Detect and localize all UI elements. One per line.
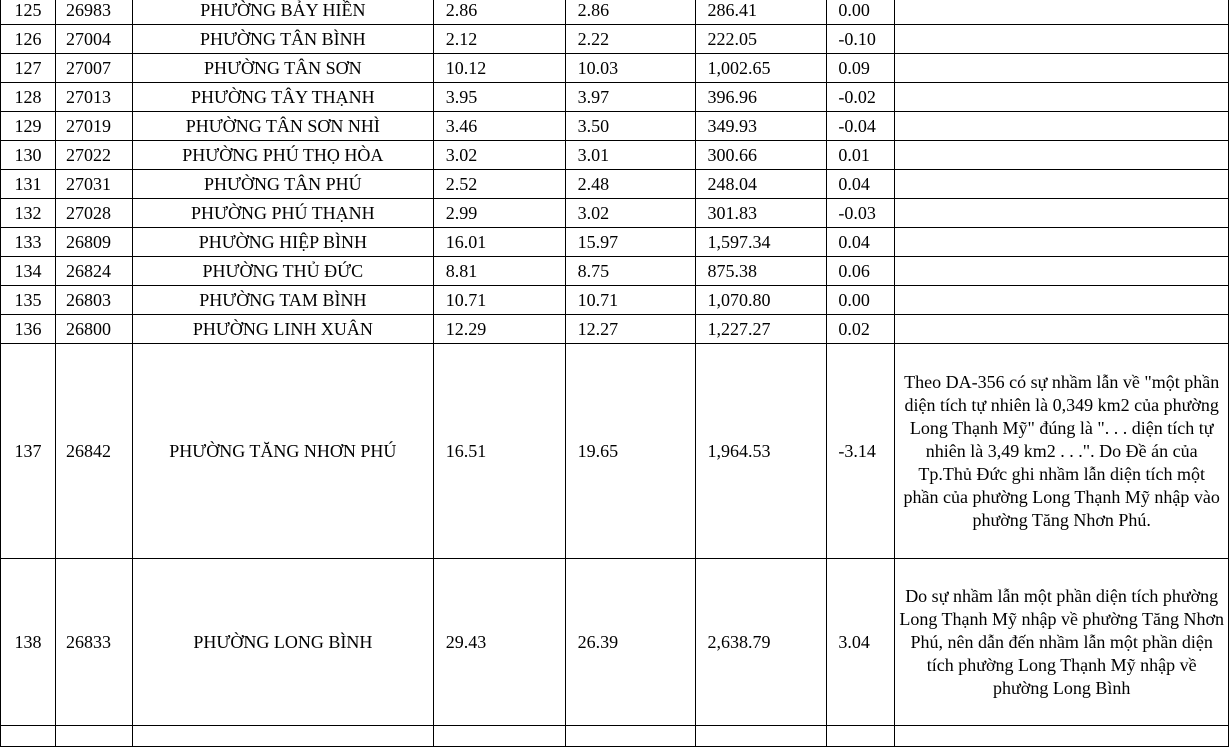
table-row: [1, 344, 1229, 559]
area-value-1-cell: 3.46: [433, 112, 565, 141]
unit-code-cell: 26983: [55, 0, 132, 25]
table-row: [1, 228, 1229, 257]
difference-cell: 0.04: [827, 228, 895, 257]
row-number-cell: 133: [1, 228, 56, 257]
area-value-3-cell: 1,227.27: [695, 315, 827, 344]
area-value-3-cell: 286.41: [695, 0, 827, 25]
area-value-2-cell: 10.03: [565, 54, 695, 83]
row-number-cell: 128: [1, 83, 56, 112]
area-value-2-cell: 26.39: [565, 559, 695, 726]
note-cell: [895, 25, 1229, 54]
area-value-3-cell: 300.66: [695, 141, 827, 170]
table-row: [1, 199, 1229, 228]
table-row: [1, 315, 1229, 344]
empty-cell: [895, 726, 1229, 747]
ward-name-cell: PHƯỜNG HIỆP BÌNH: [132, 228, 433, 257]
area-value-3-cell: 222.05: [695, 25, 827, 54]
table-row: [1, 54, 1229, 83]
ward-name-cell: PHƯỜNG TĂNG NHƠN PHÚ: [132, 344, 433, 559]
table-row: [1, 25, 1229, 54]
empty-cell: [695, 726, 827, 747]
unit-code-cell: 26833: [55, 559, 132, 726]
ward-name-cell: PHƯỜNG BẢY HIỀN: [132, 0, 433, 25]
note-cell: [895, 286, 1229, 315]
empty-cell: [132, 726, 433, 747]
area-value-1-cell: 2.52: [433, 170, 565, 199]
difference-cell: 0.04: [827, 170, 895, 199]
empty-cell: [433, 726, 565, 747]
difference-cell: 0.00: [827, 286, 895, 315]
area-value-3-cell: 349.93: [695, 112, 827, 141]
area-value-3-cell: 875.38: [695, 257, 827, 286]
unit-code-cell: 27022: [55, 141, 132, 170]
unit-code-cell: 27028: [55, 199, 132, 228]
row-number-cell: 132: [1, 199, 56, 228]
table-row: [1, 0, 1229, 25]
empty-cell: [827, 726, 895, 747]
area-value-1-cell: 2.86: [433, 0, 565, 25]
difference-cell: 0.06: [827, 257, 895, 286]
area-value-3-cell: 396.96: [695, 83, 827, 112]
note-cell: [895, 83, 1229, 112]
unit-code-cell: 27004: [55, 25, 132, 54]
row-number-cell: 138: [1, 559, 56, 726]
note-cell: [895, 141, 1229, 170]
note-cell: Theo DA-356 có sự nhầm lẫn về "một phần diện tích tự nhiên là 0,349 km2 của phường Long Thạnh Mỹ" đúng là ". . . diện tích tự nhiên là 3,49 km2 . . .". Do Đề án của Tp.Thủ Đức ghi nhầm lẫn diện tích một phần của phường Long Thạnh Mỹ nhập vào phường Tăng Nhơn Phú.: [895, 344, 1229, 559]
difference-cell: -3.14: [827, 344, 895, 559]
ward-name-cell: PHƯỜNG THỦ ĐỨC: [132, 257, 433, 286]
area-value-3-cell: 1,964.53: [695, 344, 827, 559]
empty-cell: [1, 726, 56, 747]
note-cell: [895, 257, 1229, 286]
area-value-1-cell: 2.12: [433, 25, 565, 54]
ward-name-cell: PHƯỜNG PHÚ THẠNH: [132, 199, 433, 228]
note-cell: [895, 170, 1229, 199]
row-number-cell: 130: [1, 141, 56, 170]
area-value-1-cell: 12.29: [433, 315, 565, 344]
area-value-3-cell: 248.04: [695, 170, 827, 199]
unit-code-cell: 27007: [55, 54, 132, 83]
ward-name-cell: PHƯỜNG TÂN PHÚ: [132, 170, 433, 199]
area-value-1-cell: 3.95: [433, 83, 565, 112]
difference-cell: 0.02: [827, 315, 895, 344]
row-number-cell: 129: [1, 112, 56, 141]
row-number-cell: 127: [1, 54, 56, 83]
area-value-1-cell: 3.02: [433, 141, 565, 170]
row-number-cell: 134: [1, 257, 56, 286]
area-value-3-cell: 1,597.34: [695, 228, 827, 257]
empty-cell: [55, 726, 132, 747]
row-number-cell: 135: [1, 286, 56, 315]
table-row: [1, 286, 1229, 315]
area-value-3-cell: 1,070.80: [695, 286, 827, 315]
area-value-1-cell: 2.99: [433, 199, 565, 228]
unit-code-cell: 26800: [55, 315, 132, 344]
row-number-cell: 136: [1, 315, 56, 344]
area-value-1-cell: 29.43: [433, 559, 565, 726]
area-value-2-cell: 19.65: [565, 344, 695, 559]
area-value-2-cell: 15.97: [565, 228, 695, 257]
difference-cell: 0.09: [827, 54, 895, 83]
ward-name-cell: PHƯỜNG PHÚ THỌ HÒA: [132, 141, 433, 170]
area-value-3-cell: 2,638.79: [695, 559, 827, 726]
difference-cell: 0.00: [827, 0, 895, 25]
note-cell: Do sự nhầm lẫn một phần diện tích phường Long Thạnh Mỹ nhập về phường Tăng Nhơn Phú, nên dẫn đến nhầm lẫn một phần diện tích phường Long Thạnh Mỹ nhập về phường Long Bình: [895, 559, 1229, 726]
ward-name-cell: PHƯỜNG TÂN SƠN: [132, 54, 433, 83]
area-value-2-cell: 3.50: [565, 112, 695, 141]
area-value-2-cell: 3.02: [565, 199, 695, 228]
note-cell: [895, 0, 1229, 25]
unit-code-cell: 26809: [55, 228, 132, 257]
table-row: [1, 141, 1229, 170]
note-cell: [895, 112, 1229, 141]
area-value-2-cell: 2.86: [565, 0, 695, 25]
table-row: [1, 83, 1229, 112]
row-number-cell: 126: [1, 25, 56, 54]
difference-cell: -0.03: [827, 199, 895, 228]
note-cell: [895, 199, 1229, 228]
area-value-1-cell: 16.01: [433, 228, 565, 257]
unit-code-cell: 26803: [55, 286, 132, 315]
note-cell: [895, 54, 1229, 83]
area-value-1-cell: 10.12: [433, 54, 565, 83]
difference-cell: -0.10: [827, 25, 895, 54]
row-number-cell: 137: [1, 344, 56, 559]
area-value-2-cell: 2.48: [565, 170, 695, 199]
area-value-1-cell: 16.51: [433, 344, 565, 559]
ward-name-cell: PHƯỜNG LONG BÌNH: [132, 559, 433, 726]
unit-code-cell: 26824: [55, 257, 132, 286]
difference-cell: -0.02: [827, 83, 895, 112]
empty-cell: [565, 726, 695, 747]
row-number-cell: 125: [1, 0, 56, 25]
table-row: [1, 170, 1229, 199]
area-value-3-cell: 301.83: [695, 199, 827, 228]
table-row: [1, 112, 1229, 141]
difference-cell: -0.04: [827, 112, 895, 141]
row-number-cell: 131: [1, 170, 56, 199]
area-value-3-cell: 1,002.65: [695, 54, 827, 83]
difference-cell: 3.04: [827, 559, 895, 726]
note-cell: [895, 228, 1229, 257]
area-value-1-cell: 8.81: [433, 257, 565, 286]
note-cell: [895, 315, 1229, 344]
area-value-2-cell: 10.71: [565, 286, 695, 315]
table-row: [1, 257, 1229, 286]
ward-name-cell: PHƯỜNG LINH XUÂN: [132, 315, 433, 344]
table-body: [1, 0, 1229, 747]
unit-code-cell: 26842: [55, 344, 132, 559]
area-value-2-cell: 12.27: [565, 315, 695, 344]
unit-code-cell: 27013: [55, 83, 132, 112]
unit-code-cell: 27019: [55, 112, 132, 141]
table-row: [1, 726, 1229, 747]
difference-cell: 0.01: [827, 141, 895, 170]
area-value-1-cell: 10.71: [433, 286, 565, 315]
unit-code-cell: 27031: [55, 170, 132, 199]
ward-name-cell: PHƯỜNG TAM BÌNH: [132, 286, 433, 315]
table-row: [1, 559, 1229, 726]
ward-name-cell: PHƯỜNG TÂY THẠNH: [132, 83, 433, 112]
area-value-2-cell: 8.75: [565, 257, 695, 286]
area-value-2-cell: 3.01: [565, 141, 695, 170]
ward-name-cell: PHƯỜNG TÂN BÌNH: [132, 25, 433, 54]
area-value-2-cell: 2.22: [565, 25, 695, 54]
ward-name-cell: PHƯỜNG TÂN SƠN NHÌ: [132, 112, 433, 141]
area-value-2-cell: 3.97: [565, 83, 695, 112]
